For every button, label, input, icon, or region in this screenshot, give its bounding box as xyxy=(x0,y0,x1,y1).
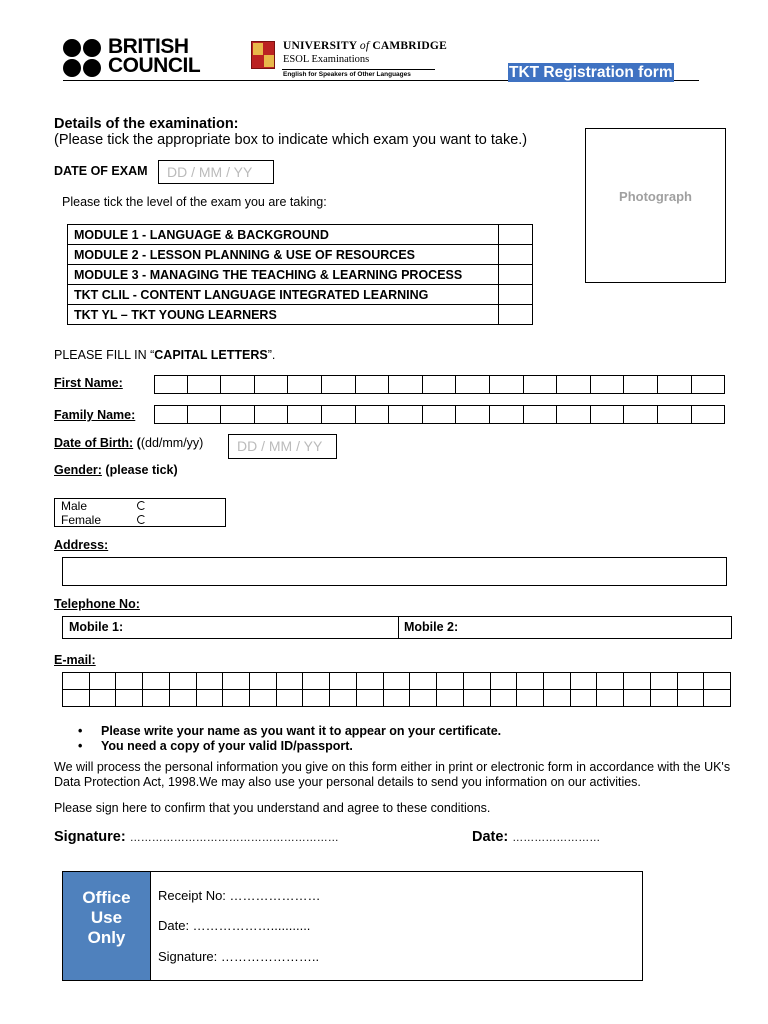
dob-input[interactable]: DD / MM / YY xyxy=(228,434,337,459)
first-name-label: First Name: xyxy=(54,376,123,390)
letter-cell[interactable] xyxy=(90,690,117,707)
letter-cell[interactable] xyxy=(624,690,651,707)
address-input[interactable] xyxy=(62,557,727,586)
letter-cell[interactable] xyxy=(384,673,411,690)
letter-cell[interactable] xyxy=(571,673,598,690)
module-label: TKT YL – TKT YOUNG LEARNERS xyxy=(68,305,499,325)
family-name-label: Family Name: xyxy=(54,408,136,422)
exam-heading: Details of the examination: xyxy=(54,116,239,132)
letter-cell[interactable] xyxy=(704,690,731,707)
letter-cell[interactable] xyxy=(357,690,384,707)
letter-cell[interactable] xyxy=(250,690,277,707)
letter-cell[interactable] xyxy=(423,375,457,394)
letter-cell[interactable] xyxy=(250,673,277,690)
letter-cell[interactable] xyxy=(490,405,524,424)
letter-cell[interactable] xyxy=(591,405,625,424)
module-label: MODULE 3 - MANAGING THE TEACHING & LEARNING PROCESS xyxy=(68,265,499,285)
divider xyxy=(398,617,399,638)
module-tick-box[interactable] xyxy=(499,245,533,265)
letter-cell[interactable] xyxy=(544,690,571,707)
letter-cell[interactable] xyxy=(624,405,658,424)
table-row xyxy=(68,265,533,285)
letter-cell[interactable] xyxy=(389,375,423,394)
letter-cell[interactable] xyxy=(557,375,591,394)
letter-cell[interactable] xyxy=(437,690,464,707)
letter-cell[interactable] xyxy=(624,375,658,394)
letter-cell[interactable] xyxy=(692,375,726,394)
email-row xyxy=(63,690,731,707)
module-tick-box[interactable] xyxy=(499,225,533,245)
receipt-no-field: Receipt No: ………………… xyxy=(158,888,321,903)
date-of-exam-input[interactable]: DD / MM / YY xyxy=(158,160,274,184)
esol-subtitle: English for Speakers of Other Languages xyxy=(283,71,411,78)
letter-cell[interactable] xyxy=(423,405,457,424)
gender-label: Gender: (please tick) xyxy=(54,463,178,477)
letter-cell[interactable] xyxy=(557,405,591,424)
letter-cell[interactable] xyxy=(524,375,558,394)
module-label: MODULE 2 - LESSON PLANNING & USE OF RESOURCES xyxy=(68,245,499,265)
office-signature-field: Signature: ………………….. xyxy=(158,949,320,964)
letter-cell[interactable] xyxy=(464,673,491,690)
notes-bullets xyxy=(78,724,501,754)
module-tick-box[interactable] xyxy=(499,265,533,285)
email-label: E-mail: xyxy=(54,653,96,667)
letter-cell[interactable] xyxy=(491,690,518,707)
letter-cell[interactable] xyxy=(410,673,437,690)
letter-cell[interactable] xyxy=(322,405,356,424)
letter-cell[interactable] xyxy=(143,673,170,690)
gender-option-male: Male xyxy=(61,499,88,513)
module-label: MODULE 1 - LANGUAGE & BACKGROUND xyxy=(68,225,499,245)
letter-cell[interactable] xyxy=(197,673,224,690)
sign-instruction: Please sign here to confirm that you understand and agree to these conditions. xyxy=(54,801,491,815)
letter-cell[interactable] xyxy=(678,690,705,707)
letter-cell[interactable] xyxy=(517,673,544,690)
telephone-box xyxy=(62,616,732,639)
letter-cell[interactable] xyxy=(197,690,224,707)
first-name-input[interactable] xyxy=(154,375,725,394)
office-use-title: Office Use Only xyxy=(63,872,151,980)
letter-cell[interactable] xyxy=(221,375,255,394)
letter-cell[interactable] xyxy=(330,690,357,707)
letter-cell[interactable] xyxy=(116,690,143,707)
letter-cell[interactable] xyxy=(692,405,726,424)
letter-cell[interactable] xyxy=(188,375,222,394)
letter-cell[interactable] xyxy=(571,690,598,707)
photograph-box xyxy=(585,128,726,283)
letter-cell[interactable] xyxy=(277,673,304,690)
letter-cell[interactable] xyxy=(410,690,437,707)
module-table xyxy=(67,224,533,325)
letter-cell[interactable] xyxy=(170,690,197,707)
gender-option-female: Female xyxy=(61,513,102,527)
form-title: TKT Registration form xyxy=(509,64,673,81)
letter-cell[interactable] xyxy=(490,375,524,394)
radio-male[interactable] xyxy=(137,501,146,510)
letter-cell[interactable] xyxy=(658,375,692,394)
letter-cell[interactable] xyxy=(223,690,250,707)
letter-cell[interactable] xyxy=(154,375,188,394)
letter-cell[interactable] xyxy=(678,673,705,690)
letter-cell[interactable] xyxy=(288,405,322,424)
letter-cell[interactable] xyxy=(277,690,304,707)
letter-cell[interactable] xyxy=(456,375,490,394)
table-row xyxy=(68,305,533,325)
letter-cell[interactable] xyxy=(384,690,411,707)
letter-cell[interactable] xyxy=(143,690,170,707)
table-row xyxy=(68,245,533,265)
letter-cell[interactable] xyxy=(524,405,558,424)
letter-cell[interactable] xyxy=(63,673,90,690)
office-use-box xyxy=(62,871,643,981)
letter-cell[interactable] xyxy=(356,405,390,424)
letter-cell[interactable] xyxy=(517,690,544,707)
divider xyxy=(282,69,435,70)
radio-female[interactable] xyxy=(137,515,146,524)
letter-cell[interactable] xyxy=(170,673,197,690)
university-title: UNIVERSITY of CAMBRIDGE xyxy=(283,40,447,52)
date-of-exam-label: DATE OF EXAM xyxy=(54,164,148,178)
letter-cell[interactable] xyxy=(704,673,731,690)
letter-cell[interactable] xyxy=(464,690,491,707)
family-name-input[interactable] xyxy=(154,405,725,424)
exam-instruction: (Please tick the appropriate box to indicate which exam you want to take.) xyxy=(54,132,528,148)
letter-cell[interactable] xyxy=(624,673,651,690)
module-label: TKT CLIL - CONTENT LANGUAGE INTEGRATED LEARNING xyxy=(68,285,499,305)
module-tick-box[interactable] xyxy=(499,305,533,325)
gender-box xyxy=(54,498,226,527)
letter-cell[interactable] xyxy=(357,673,384,690)
letter-cell[interactable] xyxy=(456,405,490,424)
letter-cell[interactable] xyxy=(221,405,255,424)
letter-cell[interactable] xyxy=(303,673,330,690)
letter-cell[interactable] xyxy=(116,673,143,690)
letter-cell[interactable] xyxy=(356,375,390,394)
photograph-label: Photograph xyxy=(619,189,692,204)
letter-cell[interactable] xyxy=(322,375,356,394)
letter-cell[interactable] xyxy=(544,673,571,690)
british-council-logo-dots xyxy=(63,39,103,77)
mobile2-field[interactable]: Mobile 2: xyxy=(404,620,459,634)
letter-cell[interactable] xyxy=(90,673,117,690)
letter-cell[interactable] xyxy=(437,673,464,690)
telephone-label: Telephone No: xyxy=(54,597,140,611)
signature-field[interactable]: Signature: ………………………………………………… xyxy=(54,829,339,845)
office-date-field: Date: ………………........... xyxy=(158,918,311,933)
letter-cell[interactable] xyxy=(597,673,624,690)
list-item: • Please write your name as you want it to appear on your certificate. xyxy=(78,724,502,738)
letter-cell[interactable] xyxy=(154,405,188,424)
letter-cell[interactable] xyxy=(223,673,250,690)
dob-label: Date of Birth: ((dd/mm/yy) xyxy=(54,436,204,450)
level-instruction: Please tick the level of the exam you are taking: xyxy=(62,195,327,209)
letter-cell[interactable] xyxy=(303,690,330,707)
letter-cell[interactable] xyxy=(188,405,222,424)
letter-cell[interactable] xyxy=(63,690,90,707)
british-council-logo: BRITISH COUNCIL xyxy=(108,35,201,77)
mobile1-field[interactable]: Mobile 1: xyxy=(69,620,124,634)
letter-cell[interactable] xyxy=(597,690,624,707)
letter-cell[interactable] xyxy=(389,405,423,424)
letter-cell[interactable] xyxy=(491,673,518,690)
letter-cell[interactable] xyxy=(255,405,289,424)
letter-cell[interactable] xyxy=(658,405,692,424)
list-item: • You need a copy of your valid ID/passport. xyxy=(78,739,353,753)
letter-cell[interactable] xyxy=(651,690,678,707)
esol-label: ESOL Examinations xyxy=(283,54,370,65)
module-tick-box[interactable] xyxy=(499,285,533,305)
table-row xyxy=(68,285,533,305)
email-row xyxy=(63,673,731,690)
letter-cell[interactable] xyxy=(651,673,678,690)
data-protection-text: We will process the personal information you give on this form either in print or electronic form in accordance with the UK's Data Protection Act, 1998.We may also use your personal details to send you information on our activities. xyxy=(54,760,731,789)
letter-cell[interactable] xyxy=(591,375,625,394)
address-label: Address: xyxy=(54,538,109,552)
table-row xyxy=(68,225,533,245)
letter-cell[interactable] xyxy=(255,375,289,394)
date-field[interactable]: Date: …………………… xyxy=(472,829,601,845)
letter-cell[interactable] xyxy=(288,375,322,394)
letter-cell[interactable] xyxy=(330,673,357,690)
cambridge-crest-icon xyxy=(251,41,275,69)
email-input[interactable] xyxy=(62,672,731,707)
capital-letters-note: PLEASE FILL IN “CAPITAL LETTERS”. xyxy=(54,348,276,362)
